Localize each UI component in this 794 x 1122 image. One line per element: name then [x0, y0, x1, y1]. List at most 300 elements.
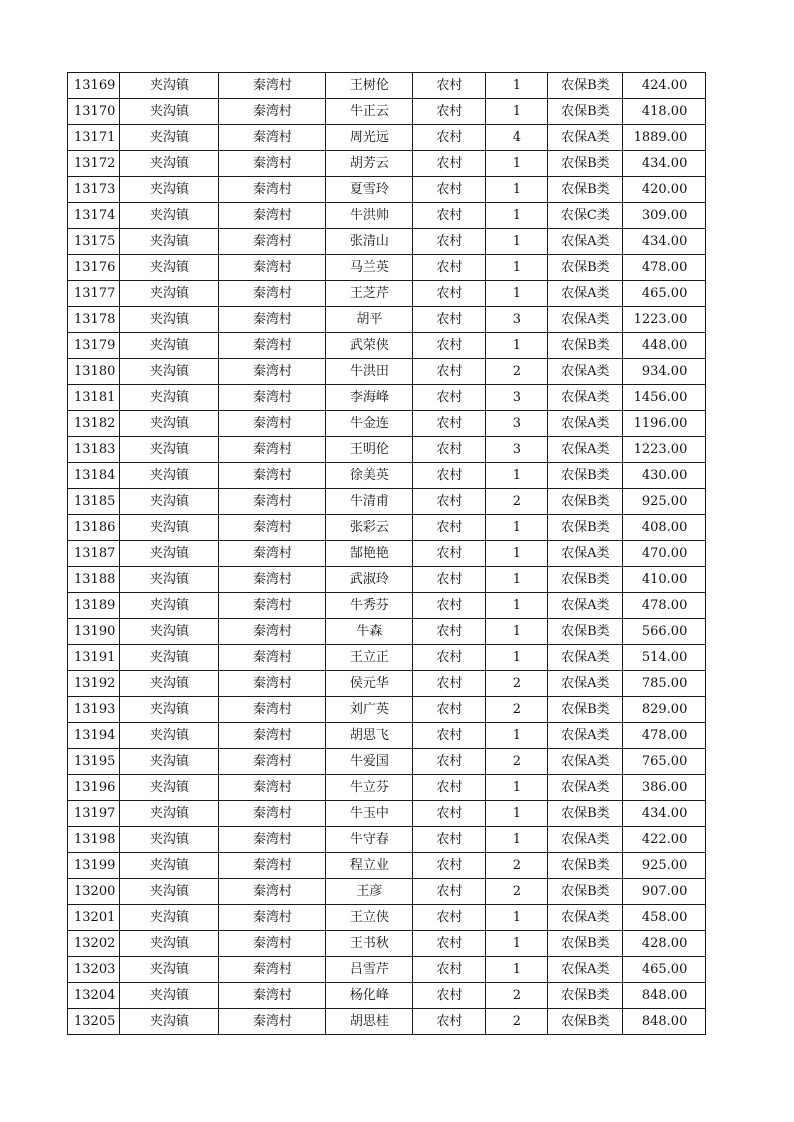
record-id-cell: 13180 [68, 359, 120, 385]
amount-cell: 829.00 [623, 697, 706, 723]
town-cell: 夹沟镇 [120, 905, 219, 931]
table-row [68, 957, 706, 983]
record-id-cell: 13185 [68, 489, 120, 515]
record-id-cell: 13187 [68, 541, 120, 567]
table-row [68, 619, 706, 645]
household-count-cell: 1 [486, 281, 548, 307]
table-row [68, 983, 706, 1009]
town-cell: 夹沟镇 [120, 99, 219, 125]
household-count-cell: 1 [486, 645, 548, 671]
household-count-cell: 1 [486, 905, 548, 931]
insurance-category-cell: 农保B类 [548, 489, 623, 515]
insurance-category-cell: 农保A类 [548, 957, 623, 983]
household-count-cell: 1 [486, 593, 548, 619]
town-cell: 夹沟镇 [120, 593, 219, 619]
area-type-cell: 农村 [413, 125, 486, 151]
table-row [68, 879, 706, 905]
area-type-cell: 农村 [413, 801, 486, 827]
area-type-cell: 农村 [413, 385, 486, 411]
name-cell: 牛清甫 [326, 489, 413, 515]
household-count-cell: 1 [486, 255, 548, 281]
name-cell: 牛洪田 [326, 359, 413, 385]
village-cell: 秦湾村 [219, 671, 326, 697]
village-cell: 秦湾村 [219, 879, 326, 905]
record-id-cell: 13178 [68, 307, 120, 333]
household-count-cell: 2 [486, 697, 548, 723]
amount-cell: 478.00 [623, 255, 706, 281]
insurance-category-cell: 农保A类 [548, 749, 623, 775]
area-type-cell: 农村 [413, 255, 486, 281]
table-row [68, 905, 706, 931]
name-cell: 张彩云 [326, 515, 413, 541]
area-type-cell: 农村 [413, 671, 486, 697]
town-cell: 夹沟镇 [120, 411, 219, 437]
table-row [68, 99, 706, 125]
insurance-category-cell: 农保B类 [548, 515, 623, 541]
name-cell: 程立业 [326, 853, 413, 879]
household-count-cell: 1 [486, 775, 548, 801]
table-row [68, 723, 706, 749]
record-id-cell: 13182 [68, 411, 120, 437]
name-cell: 王芝芹 [326, 281, 413, 307]
amount-cell: 410.00 [623, 567, 706, 593]
record-id-cell: 13183 [68, 437, 120, 463]
name-cell: 王立侠 [326, 905, 413, 931]
town-cell: 夹沟镇 [120, 307, 219, 333]
record-id-cell: 13198 [68, 827, 120, 853]
household-count-cell: 3 [486, 385, 548, 411]
insurance-category-cell: 农保A类 [548, 125, 623, 151]
table-row [68, 229, 706, 255]
area-type-cell: 农村 [413, 879, 486, 905]
amount-cell: 430.00 [623, 463, 706, 489]
name-cell: 郜艳艳 [326, 541, 413, 567]
table-row [68, 177, 706, 203]
record-id-cell: 13169 [68, 73, 120, 99]
town-cell: 夹沟镇 [120, 437, 219, 463]
record-id-cell: 13179 [68, 333, 120, 359]
area-type-cell: 农村 [413, 905, 486, 931]
table-row [68, 151, 706, 177]
amount-cell: 408.00 [623, 515, 706, 541]
record-id-cell: 13197 [68, 801, 120, 827]
area-type-cell: 农村 [413, 593, 486, 619]
amount-cell: 470.00 [623, 541, 706, 567]
record-id-cell: 13172 [68, 151, 120, 177]
village-cell: 秦湾村 [219, 203, 326, 229]
area-type-cell: 农村 [413, 437, 486, 463]
insurance-category-cell: 农保B类 [548, 879, 623, 905]
area-type-cell: 农村 [413, 151, 486, 177]
record-id-cell: 13177 [68, 281, 120, 307]
record-id-cell: 13190 [68, 619, 120, 645]
table-row [68, 775, 706, 801]
name-cell: 王书秋 [326, 931, 413, 957]
table-row [68, 1009, 706, 1035]
record-id-cell: 13205 [68, 1009, 120, 1035]
amount-cell: 934.00 [623, 359, 706, 385]
village-cell: 秦湾村 [219, 255, 326, 281]
name-cell: 王彦 [326, 879, 413, 905]
record-id-cell: 13171 [68, 125, 120, 151]
town-cell: 夹沟镇 [120, 359, 219, 385]
village-cell: 秦湾村 [219, 99, 326, 125]
amount-cell: 434.00 [623, 151, 706, 177]
area-type-cell: 农村 [413, 281, 486, 307]
name-cell: 胡芳云 [326, 151, 413, 177]
name-cell: 徐美英 [326, 463, 413, 489]
household-count-cell: 1 [486, 931, 548, 957]
table-body [68, 73, 706, 1035]
town-cell: 夹沟镇 [120, 619, 219, 645]
household-count-cell: 2 [486, 879, 548, 905]
table-row [68, 567, 706, 593]
insurance-category-cell: 农保B类 [548, 931, 623, 957]
amount-cell: 309.00 [623, 203, 706, 229]
amount-cell: 566.00 [623, 619, 706, 645]
name-cell: 张清山 [326, 229, 413, 255]
table-row [68, 801, 706, 827]
table-row [68, 827, 706, 853]
village-cell: 秦湾村 [219, 515, 326, 541]
household-count-cell: 1 [486, 333, 548, 359]
town-cell: 夹沟镇 [120, 463, 219, 489]
insurance-category-cell: 农保A类 [548, 437, 623, 463]
insurance-category-cell: 农保C类 [548, 203, 623, 229]
insurance-category-cell: 农保B类 [548, 567, 623, 593]
record-id-cell: 13196 [68, 775, 120, 801]
table-row [68, 593, 706, 619]
amount-cell: 418.00 [623, 99, 706, 125]
name-cell: 牛洪帅 [326, 203, 413, 229]
area-type-cell: 农村 [413, 827, 486, 853]
town-cell: 夹沟镇 [120, 827, 219, 853]
area-type-cell: 农村 [413, 619, 486, 645]
town-cell: 夹沟镇 [120, 489, 219, 515]
record-id-cell: 13170 [68, 99, 120, 125]
village-cell: 秦湾村 [219, 801, 326, 827]
amount-cell: 448.00 [623, 333, 706, 359]
town-cell: 夹沟镇 [120, 671, 219, 697]
town-cell: 夹沟镇 [120, 177, 219, 203]
village-cell: 秦湾村 [219, 645, 326, 671]
household-count-cell: 2 [486, 489, 548, 515]
household-count-cell: 3 [486, 307, 548, 333]
area-type-cell: 农村 [413, 723, 486, 749]
town-cell: 夹沟镇 [120, 151, 219, 177]
insurance-category-cell: 农保A类 [548, 775, 623, 801]
name-cell: 王立正 [326, 645, 413, 671]
area-type-cell: 农村 [413, 567, 486, 593]
name-cell: 武荣侠 [326, 333, 413, 359]
household-count-cell: 1 [486, 827, 548, 853]
record-id-cell: 13186 [68, 515, 120, 541]
table-row [68, 73, 706, 99]
name-cell: 夏雪玲 [326, 177, 413, 203]
table-row [68, 359, 706, 385]
town-cell: 夹沟镇 [120, 281, 219, 307]
area-type-cell: 农村 [413, 99, 486, 125]
area-type-cell: 农村 [413, 775, 486, 801]
record-id-cell: 13173 [68, 177, 120, 203]
village-cell: 秦湾村 [219, 827, 326, 853]
insurance-category-cell: 农保B类 [548, 255, 623, 281]
amount-cell: 478.00 [623, 593, 706, 619]
name-cell: 牛森 [326, 619, 413, 645]
household-count-cell: 2 [486, 853, 548, 879]
name-cell: 胡思桂 [326, 1009, 413, 1035]
name-cell: 牛爱国 [326, 749, 413, 775]
record-id-cell: 13181 [68, 385, 120, 411]
name-cell: 周光远 [326, 125, 413, 151]
name-cell: 马兰英 [326, 255, 413, 281]
name-cell: 牛正云 [326, 99, 413, 125]
town-cell: 夹沟镇 [120, 931, 219, 957]
area-type-cell: 农村 [413, 541, 486, 567]
area-type-cell: 农村 [413, 697, 486, 723]
area-type-cell: 农村 [413, 853, 486, 879]
table-row [68, 333, 706, 359]
village-cell: 秦湾村 [219, 489, 326, 515]
town-cell: 夹沟镇 [120, 385, 219, 411]
insurance-category-cell: 农保A类 [548, 671, 623, 697]
village-cell: 秦湾村 [219, 437, 326, 463]
table-row [68, 931, 706, 957]
town-cell: 夹沟镇 [120, 697, 219, 723]
village-cell: 秦湾村 [219, 411, 326, 437]
village-cell: 秦湾村 [219, 333, 326, 359]
amount-cell: 765.00 [623, 749, 706, 775]
household-count-cell: 2 [486, 749, 548, 775]
amount-cell: 434.00 [623, 229, 706, 255]
insurance-category-cell: 农保B类 [548, 801, 623, 827]
record-id-cell: 13202 [68, 931, 120, 957]
table-row [68, 463, 706, 489]
household-count-cell: 1 [486, 99, 548, 125]
amount-cell: 1223.00 [623, 437, 706, 463]
insurance-category-cell: 农保A类 [548, 307, 623, 333]
area-type-cell: 农村 [413, 463, 486, 489]
area-type-cell: 农村 [413, 749, 486, 775]
record-id-cell: 13188 [68, 567, 120, 593]
record-id-cell: 13193 [68, 697, 120, 723]
area-type-cell: 农村 [413, 645, 486, 671]
household-count-cell: 1 [486, 723, 548, 749]
area-type-cell: 农村 [413, 229, 486, 255]
village-cell: 秦湾村 [219, 151, 326, 177]
table-row [68, 853, 706, 879]
name-cell: 牛守春 [326, 827, 413, 853]
amount-cell: 465.00 [623, 957, 706, 983]
record-id-cell: 13199 [68, 853, 120, 879]
area-type-cell: 农村 [413, 1009, 486, 1035]
amount-cell: 925.00 [623, 489, 706, 515]
table-row [68, 125, 706, 151]
name-cell: 刘广英 [326, 697, 413, 723]
household-count-cell: 1 [486, 463, 548, 489]
amount-cell: 848.00 [623, 983, 706, 1009]
village-cell: 秦湾村 [219, 307, 326, 333]
town-cell: 夹沟镇 [120, 125, 219, 151]
name-cell: 牛秀芬 [326, 593, 413, 619]
table-row [68, 255, 706, 281]
amount-cell: 422.00 [623, 827, 706, 853]
town-cell: 夹沟镇 [120, 1009, 219, 1035]
village-cell: 秦湾村 [219, 177, 326, 203]
area-type-cell: 农村 [413, 983, 486, 1009]
area-type-cell: 农村 [413, 73, 486, 99]
record-id-cell: 13201 [68, 905, 120, 931]
record-id-cell: 13175 [68, 229, 120, 255]
table-row [68, 515, 706, 541]
insurance-category-cell: 农保B类 [548, 853, 623, 879]
town-cell: 夹沟镇 [120, 879, 219, 905]
record-id-cell: 13184 [68, 463, 120, 489]
amount-cell: 1223.00 [623, 307, 706, 333]
household-count-cell: 1 [486, 567, 548, 593]
insurance-category-cell: 农保A类 [548, 593, 623, 619]
town-cell: 夹沟镇 [120, 957, 219, 983]
amount-cell: 424.00 [623, 73, 706, 99]
town-cell: 夹沟镇 [120, 723, 219, 749]
insurance-category-cell: 农保A类 [548, 541, 623, 567]
town-cell: 夹沟镇 [120, 515, 219, 541]
name-cell: 牛立芬 [326, 775, 413, 801]
table-row [68, 645, 706, 671]
town-cell: 夹沟镇 [120, 333, 219, 359]
table-row [68, 749, 706, 775]
record-id-cell: 13189 [68, 593, 120, 619]
name-cell: 胡平 [326, 307, 413, 333]
record-id-cell: 13203 [68, 957, 120, 983]
village-cell: 秦湾村 [219, 463, 326, 489]
name-cell: 杨化峰 [326, 983, 413, 1009]
town-cell: 夹沟镇 [120, 853, 219, 879]
village-cell: 秦湾村 [219, 73, 326, 99]
household-count-cell: 4 [486, 125, 548, 151]
table-row [68, 541, 706, 567]
village-cell: 秦湾村 [219, 593, 326, 619]
town-cell: 夹沟镇 [120, 645, 219, 671]
amount-cell: 420.00 [623, 177, 706, 203]
household-count-cell: 3 [486, 411, 548, 437]
amount-cell: 925.00 [623, 853, 706, 879]
town-cell: 夹沟镇 [120, 73, 219, 99]
record-id-cell: 13191 [68, 645, 120, 671]
record-id-cell: 13192 [68, 671, 120, 697]
town-cell: 夹沟镇 [120, 801, 219, 827]
town-cell: 夹沟镇 [120, 255, 219, 281]
household-count-cell: 1 [486, 151, 548, 177]
amount-cell: 848.00 [623, 1009, 706, 1035]
amount-cell: 785.00 [623, 671, 706, 697]
amount-cell: 458.00 [623, 905, 706, 931]
town-cell: 夹沟镇 [120, 567, 219, 593]
insurance-category-cell: 农保B类 [548, 99, 623, 125]
household-count-cell: 2 [486, 359, 548, 385]
village-cell: 秦湾村 [219, 723, 326, 749]
table-row [68, 489, 706, 515]
insurance-category-cell: 农保A类 [548, 385, 623, 411]
amount-cell: 386.00 [623, 775, 706, 801]
amount-cell: 514.00 [623, 645, 706, 671]
household-count-cell: 2 [486, 983, 548, 1009]
household-count-cell: 1 [486, 203, 548, 229]
amount-cell: 907.00 [623, 879, 706, 905]
insurance-category-cell: 农保B类 [548, 151, 623, 177]
village-cell: 秦湾村 [219, 281, 326, 307]
insurance-category-cell: 农保B类 [548, 983, 623, 1009]
village-cell: 秦湾村 [219, 541, 326, 567]
village-cell: 秦湾村 [219, 229, 326, 255]
table-row [68, 411, 706, 437]
area-type-cell: 农村 [413, 931, 486, 957]
household-count-cell: 1 [486, 515, 548, 541]
village-cell: 秦湾村 [219, 619, 326, 645]
insurance-category-cell: 农保B类 [548, 697, 623, 723]
village-cell: 秦湾村 [219, 125, 326, 151]
insurance-category-cell: 农保A类 [548, 411, 623, 437]
amount-cell: 428.00 [623, 931, 706, 957]
record-id-cell: 13200 [68, 879, 120, 905]
household-count-cell: 1 [486, 73, 548, 99]
amount-cell: 465.00 [623, 281, 706, 307]
area-type-cell: 农村 [413, 307, 486, 333]
town-cell: 夹沟镇 [120, 983, 219, 1009]
insurance-category-cell: 农保B类 [548, 619, 623, 645]
village-cell: 秦湾村 [219, 749, 326, 775]
record-id-cell: 13195 [68, 749, 120, 775]
village-cell: 秦湾村 [219, 697, 326, 723]
town-cell: 夹沟镇 [120, 203, 219, 229]
town-cell: 夹沟镇 [120, 229, 219, 255]
name-cell: 牛玉中 [326, 801, 413, 827]
village-cell: 秦湾村 [219, 931, 326, 957]
household-count-cell: 2 [486, 1009, 548, 1035]
insurance-category-cell: 农保A类 [548, 723, 623, 749]
household-count-cell: 1 [486, 957, 548, 983]
table-row [68, 671, 706, 697]
area-type-cell: 农村 [413, 489, 486, 515]
record-id-cell: 13174 [68, 203, 120, 229]
household-count-cell: 1 [486, 619, 548, 645]
table-row [68, 281, 706, 307]
name-cell: 侯元华 [326, 671, 413, 697]
allowance-table [67, 72, 706, 1035]
town-cell: 夹沟镇 [120, 775, 219, 801]
area-type-cell: 农村 [413, 515, 486, 541]
insurance-category-cell: 农保B类 [548, 1009, 623, 1035]
table-row [68, 307, 706, 333]
village-cell: 秦湾村 [219, 359, 326, 385]
area-type-cell: 农村 [413, 333, 486, 359]
village-cell: 秦湾村 [219, 775, 326, 801]
insurance-category-cell: 农保A类 [548, 229, 623, 255]
village-cell: 秦湾村 [219, 853, 326, 879]
village-cell: 秦湾村 [219, 957, 326, 983]
household-count-cell: 1 [486, 541, 548, 567]
amount-cell: 434.00 [623, 801, 706, 827]
name-cell: 吕雪芹 [326, 957, 413, 983]
name-cell: 李海峰 [326, 385, 413, 411]
household-count-cell: 1 [486, 801, 548, 827]
insurance-category-cell: 农保A类 [548, 645, 623, 671]
table-row [68, 385, 706, 411]
household-count-cell: 1 [486, 229, 548, 255]
household-count-cell: 2 [486, 671, 548, 697]
name-cell: 王明伦 [326, 437, 413, 463]
area-type-cell: 农村 [413, 957, 486, 983]
